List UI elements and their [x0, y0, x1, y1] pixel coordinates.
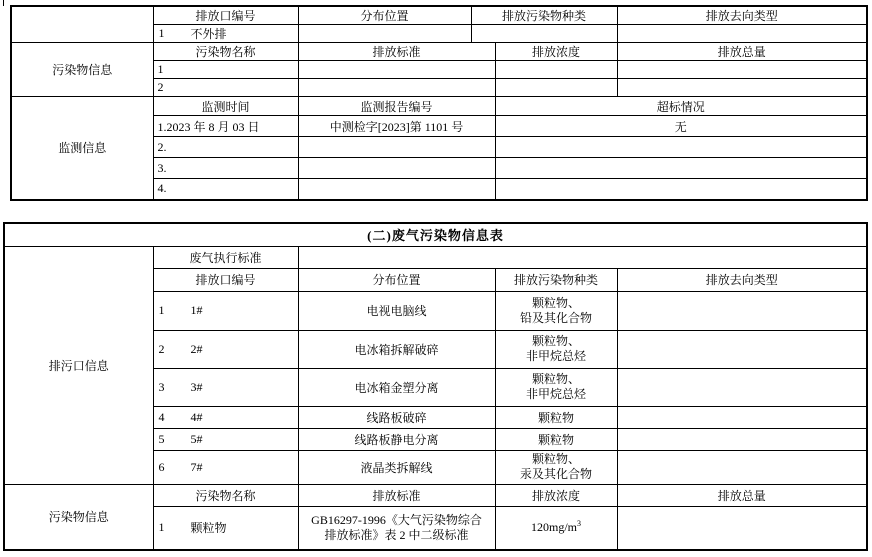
outlet-entry — [154, 380, 298, 395]
cell-location: 电冰箱拆解破碎 — [298, 330, 495, 368]
table-row — [11, 6, 867, 25]
pollutant-types-line1: 颗粒物、 — [531, 452, 580, 466]
table-pollutant-monitoring-info — [10, 5, 868, 201]
cell-pollutant-types: 颗粒物 — [495, 406, 617, 428]
header-pollutant-types: 排放污染物种类 — [471, 6, 617, 25]
cell-gas-standard-value — [298, 246, 867, 268]
cell-location: 电视电脑线 — [298, 291, 495, 330]
section-label-monitoring-info: 监测信息 — [11, 97, 153, 200]
section-label-outlet-info: 排污口信息 — [4, 246, 153, 484]
cell-emission-standard — [298, 506, 495, 550]
table-row — [11, 97, 867, 116]
concentration-value: 120mg/m — [530, 520, 577, 535]
table-row — [11, 43, 867, 61]
header-emission-total: 排放总量 — [617, 43, 867, 61]
cell-destination — [617, 368, 867, 406]
outlet-value: 3# — [190, 379, 203, 394]
outlet-entry — [154, 432, 298, 447]
cell-destination — [617, 450, 867, 484]
cell-emission-concentration — [495, 61, 617, 79]
outlet-entry — [154, 342, 298, 357]
pollutant-name-value: 颗粒物 — [190, 521, 227, 536]
cell-location: 线路板破碎 — [298, 406, 495, 428]
section-label-pollutant-info: 污染物信息 — [4, 484, 153, 550]
header-destination: 排放去向类型 — [617, 6, 867, 25]
cell-pollutant-name — [153, 506, 298, 550]
row-index: 2 — [158, 341, 165, 356]
header-destination: 排放去向类型 — [617, 268, 867, 291]
cell-monitoring-report-no — [298, 137, 495, 158]
pollutant-types-line2: 汞及其化合物 — [519, 467, 592, 481]
outlet-value: 5# — [190, 431, 203, 446]
cell-exceedance — [495, 137, 867, 158]
cell-destination — [617, 330, 867, 368]
cell-location: 线路板静电分离 — [298, 428, 495, 450]
cell-monitoring-time: 3. — [153, 158, 298, 179]
table-row — [4, 246, 867, 268]
table-border-remnant — [3, 0, 4, 6]
cell-outlet-no — [153, 368, 298, 406]
header-emission-standard: 排放标准 — [298, 484, 495, 506]
header-emission-concentration: 排放浓度 — [495, 43, 617, 61]
cell-exceedance — [495, 158, 867, 179]
header-emission-standard: 排放标准 — [298, 43, 495, 61]
cell-pollutant-types — [471, 25, 617, 43]
cell-location: 电冰箱金塑分离 — [298, 368, 495, 406]
cell-outlet-no — [153, 450, 298, 484]
cell-outlet-no — [153, 330, 298, 368]
cell-location — [298, 25, 471, 43]
cell-outlet-no — [153, 406, 298, 428]
pollutant-types-line1: 颗粒物、 — [531, 334, 580, 348]
cell-location: 液晶类拆解线 — [298, 450, 495, 484]
cell-pollutant-types: 颗粒物 — [495, 428, 617, 450]
cell-emission-total — [617, 506, 867, 550]
cell-outlet-no — [153, 428, 298, 450]
header-emission-concentration: 排放浓度 — [495, 484, 617, 506]
outlet-value: 4# — [190, 409, 203, 424]
emission-standard-line2: 排放标准》表 2 中二级标准 — [324, 527, 469, 542]
cell-exceedance: 无 — [495, 116, 867, 137]
outlet-value: 1# — [190, 303, 203, 317]
cell-destination — [617, 291, 867, 330]
pollutant-entry — [154, 519, 298, 536]
cell-pollutant-types — [495, 291, 617, 330]
pollutant-types-line1: 颗粒物、 — [531, 372, 580, 386]
header-pollutant-name: 污染物名称 — [153, 43, 298, 61]
cell-emission-total — [617, 79, 867, 97]
outlet-entry — [154, 460, 298, 475]
pollutant-types-line2: 铅及其化合物 — [519, 310, 592, 325]
header-pollutant-name: 污染物名称 — [153, 484, 298, 506]
cell-pollutant-types — [495, 450, 617, 484]
header-emission-total: 排放总量 — [617, 484, 867, 506]
outlet-value: 7# — [190, 459, 203, 474]
cell-monitoring-time: 1.2023 年 8 月 03 日 — [153, 116, 298, 137]
header-outlet-no: 排放口编号 — [153, 6, 298, 25]
pollutant-types-line2: 非甲烷总烃 — [525, 387, 586, 401]
cell-monitoring-report-no: 中测检字[2023]第 1101 号 — [298, 116, 495, 137]
row-index: 6 — [158, 459, 165, 474]
header-outlet-no: 排放口编号 — [153, 268, 298, 291]
cell-monitoring-report-no — [298, 179, 495, 200]
section-label-pollutant-info: 污染物信息 — [11, 43, 153, 97]
outlet-entry — [154, 410, 298, 425]
cell-outlet-no — [153, 291, 298, 330]
cell-monitoring-time: 4. — [153, 179, 298, 200]
header-gas-standard: 废气执行标准 — [153, 246, 298, 268]
header-monitoring-time: 监测时间 — [153, 97, 298, 116]
header-exceedance: 超标情况 — [495, 97, 867, 116]
outlet-entry — [154, 25, 298, 42]
table-waste-gas-pollutant-info — [3, 222, 868, 551]
outlet-entry — [154, 303, 298, 318]
header-pollutant-types: 排放污染物种类 — [495, 268, 617, 291]
cell-outlet-no — [153, 25, 298, 43]
cell-exceedance — [495, 179, 867, 200]
table-title: (二)废气污染物信息表 — [4, 223, 867, 246]
pollutant-types-line1: 颗粒物、 — [531, 295, 580, 310]
cell-pollutant-name: 2 — [153, 79, 298, 97]
row-index: 1 — [158, 26, 165, 40]
cell-destination — [617, 428, 867, 450]
section-label-blank — [11, 6, 153, 43]
header-monitoring-report-no: 监测报告编号 — [298, 97, 495, 116]
row-index: 4 — [158, 409, 165, 424]
row-index: 3 — [158, 379, 165, 394]
cell-emission-standard — [298, 79, 495, 97]
pollutant-types-line2: 非甲烷总烃 — [525, 349, 586, 363]
cell-emission-total — [617, 61, 867, 79]
cell-emission-concentration — [495, 506, 617, 550]
table-row — [4, 484, 867, 506]
row-index: 1 — [158, 303, 165, 317]
emission-standard-line1: GB16297-1996《大气污染物综合 — [311, 512, 482, 527]
row-index: 5 — [158, 431, 165, 446]
cell-pollutant-types — [495, 368, 617, 406]
cell-destination — [617, 406, 867, 428]
cell-emission-standard — [298, 61, 495, 79]
cell-monitoring-time: 2. — [153, 137, 298, 158]
table-row — [4, 223, 867, 246]
header-location: 分布位置 — [298, 268, 495, 291]
cell-pollutant-name: 1 — [153, 61, 298, 79]
outlet-value: 不外排 — [190, 27, 227, 41]
header-location: 分布位置 — [298, 6, 471, 25]
concentration-superscript: 3 — [577, 519, 581, 529]
cell-destination — [617, 25, 867, 43]
cell-emission-concentration — [495, 79, 617, 97]
outlet-value: 2# — [190, 341, 203, 356]
cell-monitoring-report-no — [298, 158, 495, 179]
cell-pollutant-types — [495, 330, 617, 368]
row-index: 1 — [158, 520, 165, 535]
